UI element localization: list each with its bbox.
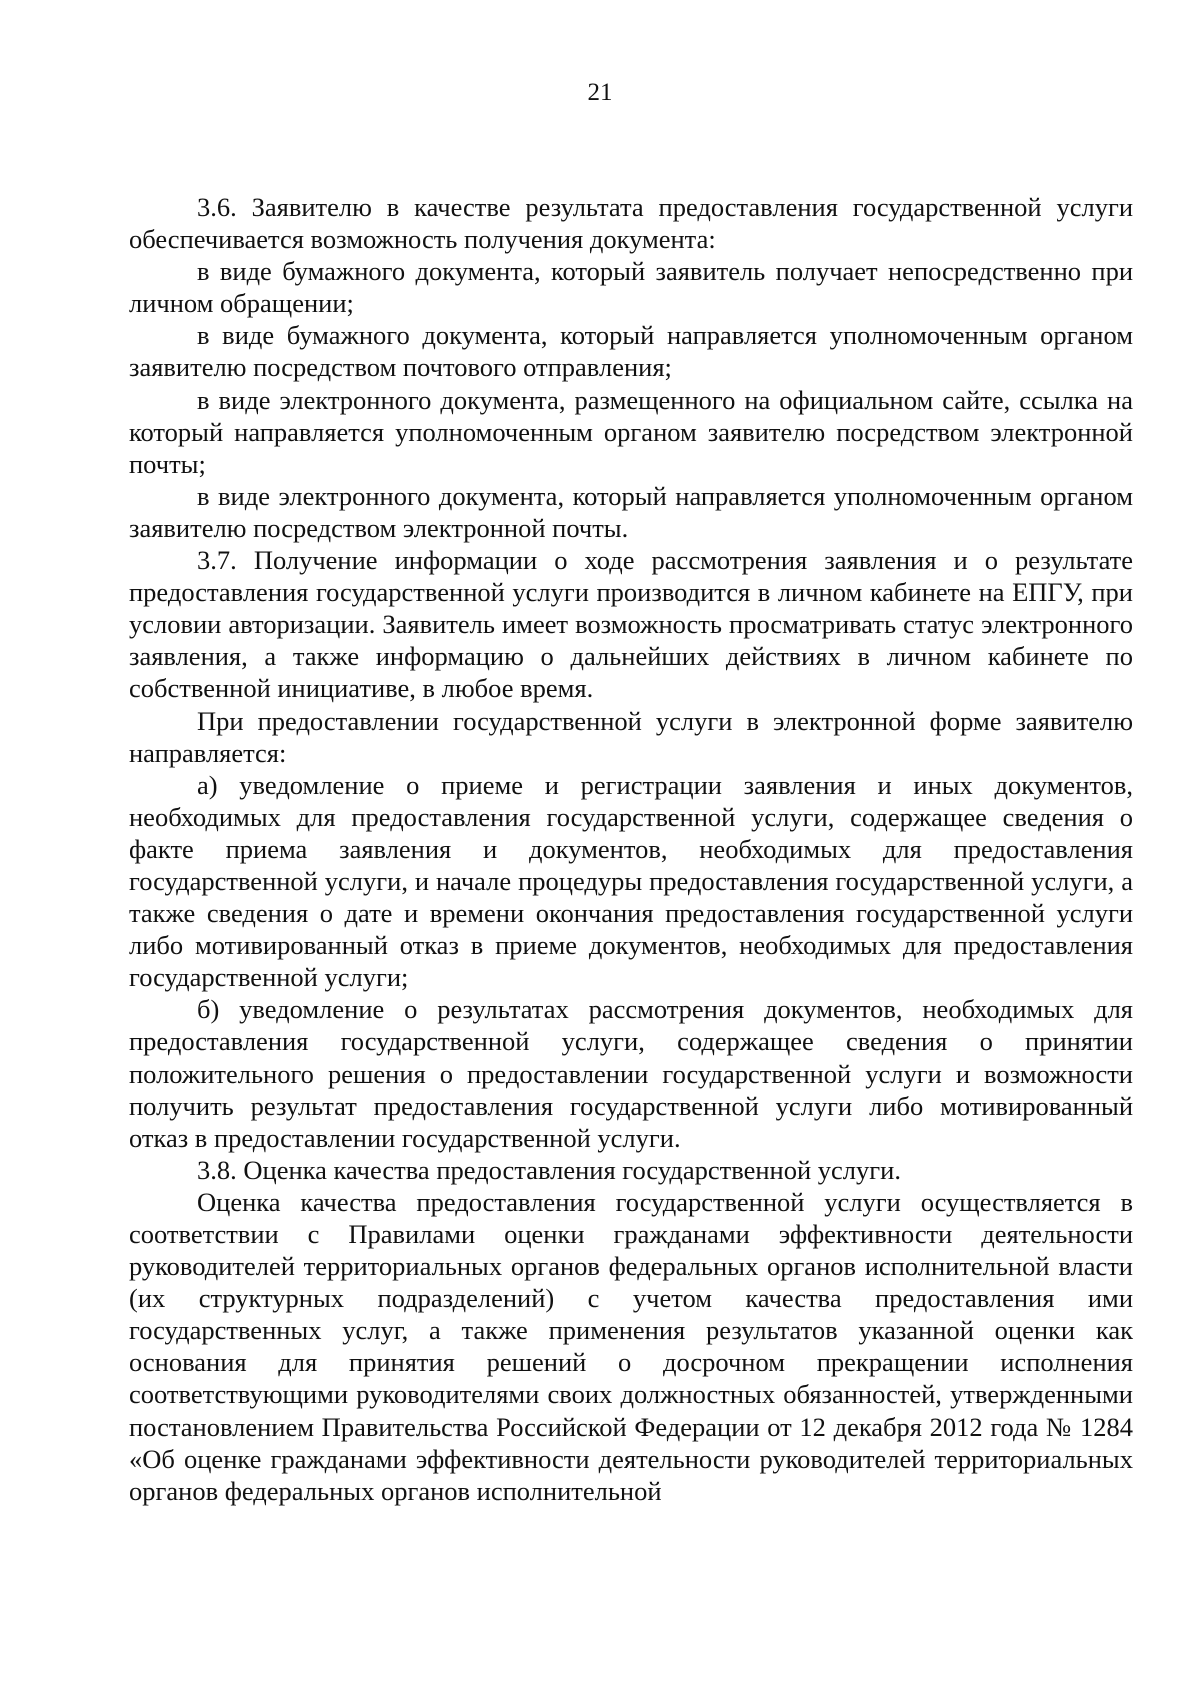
- page-number: 21: [587, 79, 613, 106]
- paragraph-electronic-form-notice: При предоставлении государственной услуги в электронной форме заявителю направляется:: [129, 705, 1133, 768]
- paragraph-paper-personal: в виде бумажного документа, который заявитель получает непосредственно при личном обращении;: [129, 256, 1133, 319]
- paragraph-electronic-site-link: в виде электронного документа, размещенного на официальном сайте, ссылка на который направляется уполномоченным органом заявителю посредством электронной почты;: [129, 384, 1133, 479]
- paragraph-quality-assessment: Оценка качества предоставления государственной услуги осуществляется в соответствии с Правилами оценки гражданами эффективности деятельности руководителей территориальных органов федеральных органов исполнительной власти (их структурных подразделений) с учетом качества предоставления ими государственных услуг, а также применения результатов указанной оценки как основания для принятия решений о досрочном прекращении исполнения соответствующими руководителями своих должностных обязанностей, утвержденными постановлением Правительства Российской Федерации от 12 декабря 2012 года № 1284 «Об оценке гражданами эффективности деятельности руководителей территориальных органов федеральных органов исполнительной: [129, 1186, 1133, 1506]
- paragraph-3-7: 3.7. Получение информации о ходе рассмотрения заявления и о результате предоставления государственной услуги производится в личном кабинете на ЕПГУ, при условии авторизации. Заявитель имеет возможность просматривать статус электронного заявления, а также информацию о дальнейших действиях в личном кабинете по собственной инициативе, в любое время.: [129, 545, 1133, 704]
- document-body: [129, 191, 1133, 1507]
- paragraph-paper-mail: в виде бумажного документа, который направляется уполномоченным органом заявителю посредством почтового отправления;: [129, 320, 1133, 383]
- paragraph-3-8: 3.8. Оценка качества предоставления государственной услуги.: [197, 1154, 901, 1185]
- paragraph-electronic-email: в виде электронного документа, который направляется уполномоченным органом заявителю посредством электронной почты.: [129, 480, 1133, 543]
- paragraph-item-b: б) уведомление о результатах рассмотрения документов, необходимых для предоставления государственной услуги, содержащее сведения о принятии положительного решения о предоставлении государственной услуги и возможности получить результат предоставления государственной услуги либо мотивированный отказ в предоставлении государственной услуги.: [129, 994, 1133, 1153]
- paragraph-item-a: а) уведомление о приеме и регистрации заявления и иных документов, необходимых для предоставления государственной услуги, содержащее сведения о факте приема заявления и документов, необходимых для предоставления государственной услуги, и начале процедуры предоставления государственной услуги, а также сведения о дате и времени окончания предоставления государственной услуги либо мотивированный отказ в приеме документов, необходимых для предоставления государственной услуги;: [129, 769, 1133, 993]
- paragraph-3-6: 3.6. Заявителю в качестве результата предоставления государственной услуги обеспечивается возможность получения документа:: [129, 192, 1133, 255]
